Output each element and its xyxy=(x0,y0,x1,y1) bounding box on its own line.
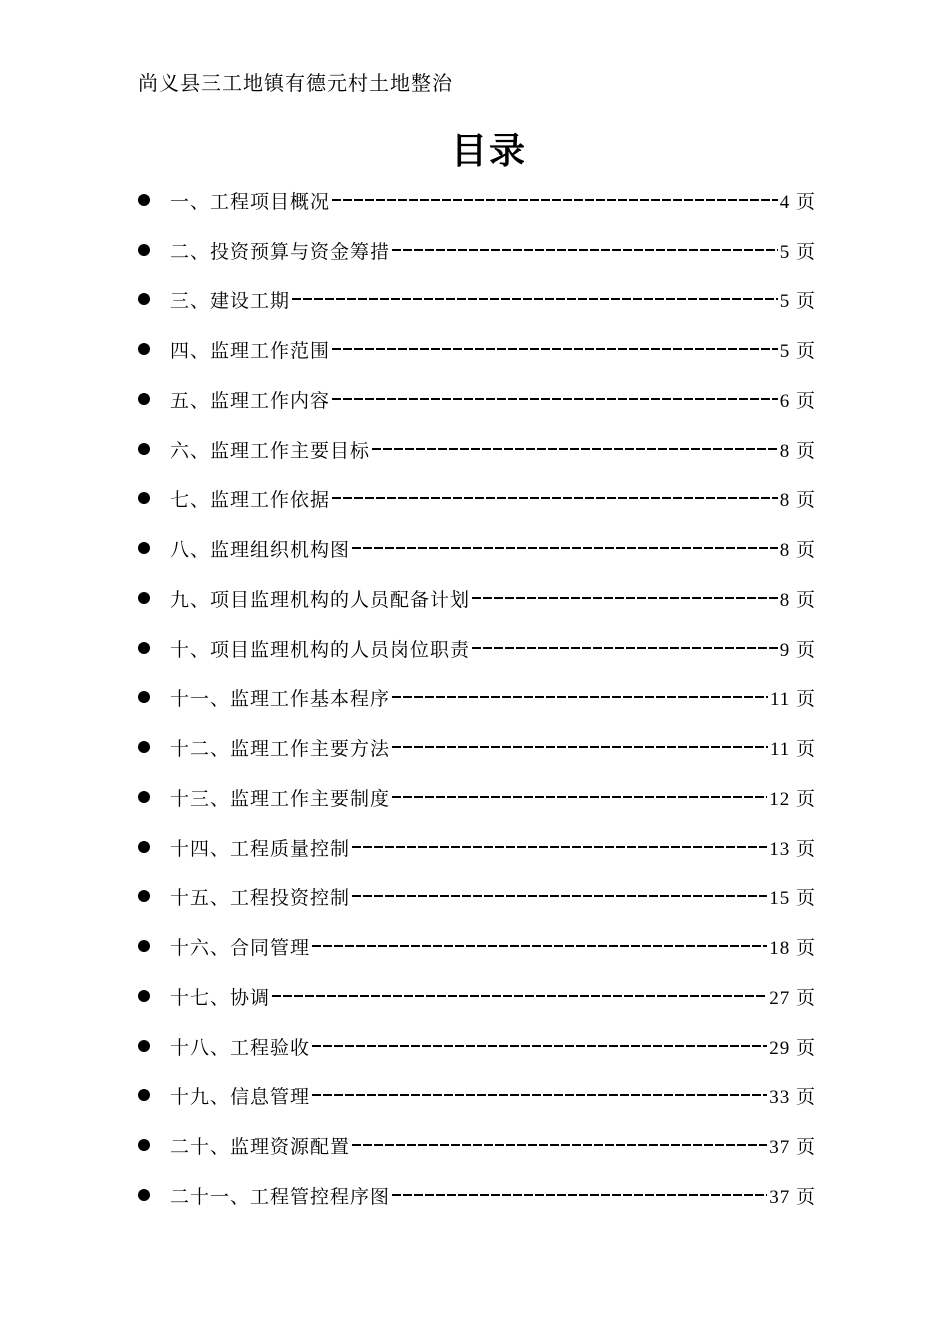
dash-leader xyxy=(472,647,778,649)
toc-entry[interactable] xyxy=(136,931,816,961)
dash-leader xyxy=(332,497,778,499)
dash-leader xyxy=(332,199,778,201)
toc-entry-label: 十五、工程投资控制 xyxy=(170,886,351,909)
dash-leader xyxy=(392,746,768,748)
toc-entry[interactable] xyxy=(136,483,816,513)
bullet-icon xyxy=(138,244,150,256)
toc-entry-page: 5 页 xyxy=(779,290,816,312)
bullet-icon xyxy=(138,741,150,753)
toc-entry-page: 5 页 xyxy=(779,241,816,263)
bullet-icon xyxy=(138,890,150,902)
bullet-icon xyxy=(138,841,150,853)
toc-entry-page: 33 页 xyxy=(769,1086,816,1108)
toc-entry[interactable] xyxy=(136,533,816,563)
toc-entry-label: 十二、监理工作主要方法 xyxy=(170,737,391,760)
toc-entry[interactable] xyxy=(136,1180,816,1210)
dash-leader xyxy=(332,398,778,400)
bullet-icon xyxy=(138,542,150,554)
toc-entry-page: 27 页 xyxy=(769,987,816,1009)
toc-entry-page: 29 页 xyxy=(769,1037,816,1059)
toc-entry[interactable] xyxy=(136,1080,816,1110)
dash-leader xyxy=(312,945,767,947)
dash-leader xyxy=(352,547,778,549)
bullet-icon xyxy=(138,791,150,803)
dash-leader xyxy=(352,1144,767,1146)
toc-entry-label: 十三、监理工作主要制度 xyxy=(170,787,391,810)
toc-entry-page: 6 页 xyxy=(779,390,816,412)
bullet-icon xyxy=(138,293,150,305)
toc-entry-label: 一、工程项目概况 xyxy=(170,190,331,213)
bullet-icon xyxy=(138,393,150,405)
dash-leader xyxy=(372,448,778,450)
bullet-icon xyxy=(138,194,150,206)
toc-entry-page: 4 页 xyxy=(779,191,816,213)
dash-leader xyxy=(392,1194,767,1196)
bullet-icon xyxy=(138,1139,150,1151)
toc-heading: 目录 xyxy=(450,131,527,172)
toc-entry-label: 五、监理工作内容 xyxy=(170,389,331,412)
toc-entry-page: 11 页 xyxy=(769,738,816,760)
dash-leader xyxy=(392,249,778,251)
toc-entry-label: 八、监理组织机构图 xyxy=(170,538,351,561)
dash-leader xyxy=(392,796,767,798)
dash-leader xyxy=(472,597,778,599)
toc-entry-label: 四、监理工作范围 xyxy=(170,339,331,362)
toc-entry-page: 11 页 xyxy=(769,688,816,710)
toc-entry[interactable] xyxy=(136,384,816,414)
toc-entry-page: 37 页 xyxy=(769,1186,816,1208)
bullet-icon xyxy=(138,1089,150,1101)
bullet-icon xyxy=(138,1189,150,1201)
toc-entry-label: 三、建设工期 xyxy=(170,289,291,312)
toc-entry-label: 二十一、工程管控程序图 xyxy=(170,1185,391,1208)
toc-entry[interactable] xyxy=(136,185,816,215)
dash-leader xyxy=(292,298,778,300)
toc-entry-page: 13 页 xyxy=(769,838,816,860)
bullet-icon xyxy=(138,990,150,1002)
toc-entry[interactable] xyxy=(136,284,816,314)
dash-leader xyxy=(352,846,767,848)
toc-entry-page: 8 页 xyxy=(779,489,816,511)
toc-entry-label: 十、项目监理机构的人员岗位职责 xyxy=(170,638,471,661)
toc-entry[interactable] xyxy=(136,1031,816,1061)
toc-entry[interactable] xyxy=(136,434,816,464)
toc-entry-label: 十七、协调 xyxy=(170,986,271,1009)
toc-entry-label: 二十、监理资源配置 xyxy=(170,1135,351,1158)
dash-leader xyxy=(312,1045,767,1047)
toc-entry-page: 8 页 xyxy=(779,589,816,611)
toc-entry-page: 15 页 xyxy=(769,887,816,909)
bullet-icon xyxy=(138,940,150,952)
toc-entry-label: 十八、工程验收 xyxy=(170,1036,311,1059)
toc-entry-page: 18 页 xyxy=(769,937,816,959)
bullet-icon xyxy=(138,691,150,703)
toc-entry[interactable] xyxy=(136,881,816,911)
toc-entry-label: 十一、监理工作基本程序 xyxy=(170,687,391,710)
toc-entry[interactable] xyxy=(136,832,816,862)
toc-entry-label: 二、投资预算与资金筹措 xyxy=(170,240,391,263)
toc-entry-page: 8 页 xyxy=(779,539,816,561)
bullet-icon xyxy=(138,642,150,654)
toc-entry[interactable] xyxy=(136,782,816,812)
bullet-icon xyxy=(138,343,150,355)
dash-leader xyxy=(272,995,767,997)
bullet-icon xyxy=(138,1040,150,1052)
toc-entry[interactable] xyxy=(136,981,816,1011)
bullet-icon xyxy=(138,592,150,604)
toc-entry-page: 37 页 xyxy=(769,1136,816,1158)
dash-leader xyxy=(312,1094,767,1096)
document-header-title: 尚义县三工地镇有德元村土地整治 xyxy=(138,71,453,95)
toc-entry-page: 12 页 xyxy=(769,788,816,810)
toc-entry-page: 9 页 xyxy=(779,639,816,661)
dash-leader xyxy=(392,696,768,698)
toc-entry-page: 8 页 xyxy=(779,440,816,462)
toc-entry-label: 十九、信息管理 xyxy=(170,1085,311,1108)
toc-entry-label: 六、监理工作主要目标 xyxy=(170,439,371,462)
toc-entry[interactable] xyxy=(136,235,816,265)
toc-entry[interactable] xyxy=(136,334,816,364)
toc-entry[interactable] xyxy=(136,1130,816,1160)
bullet-icon xyxy=(138,443,150,455)
dash-leader xyxy=(352,895,767,897)
toc-entry[interactable] xyxy=(136,732,816,762)
toc-entry-label: 十四、工程质量控制 xyxy=(170,837,351,860)
toc-entry[interactable] xyxy=(136,682,816,712)
toc-entry-label: 九、项目监理机构的人员配备计划 xyxy=(170,588,471,611)
toc-entry[interactable] xyxy=(136,583,816,613)
toc-entry-label: 十六、合同管理 xyxy=(170,936,311,959)
dash-leader xyxy=(332,348,778,350)
toc-entry-label: 七、监理工作依据 xyxy=(170,488,331,511)
toc-entry[interactable] xyxy=(136,633,816,663)
toc-entry-page: 5 页 xyxy=(779,340,816,362)
bullet-icon xyxy=(138,492,150,504)
